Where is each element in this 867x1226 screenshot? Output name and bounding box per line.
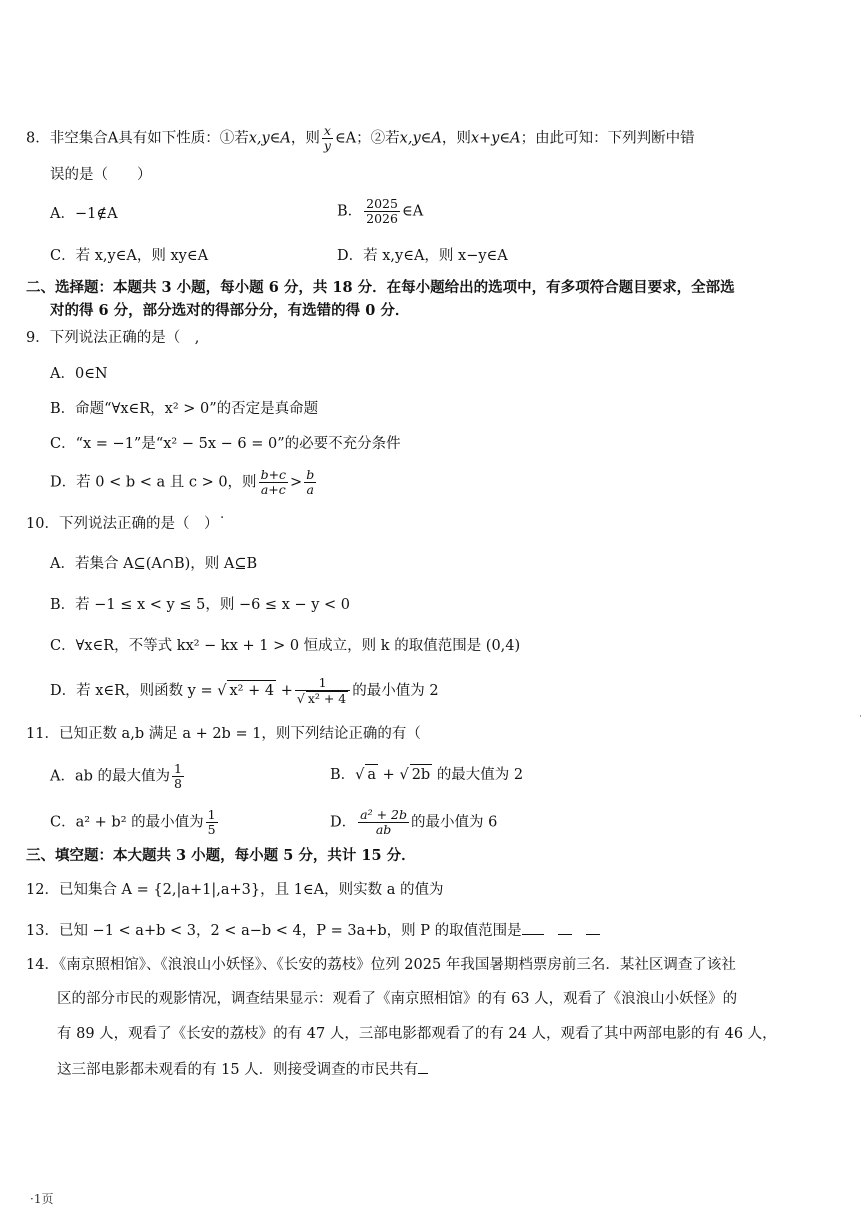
- q10-option-a: A．若集合 A⊆(A∩B)，则 A⊆B: [50, 556, 258, 572]
- q9-option-c: C．“x = −1”是“x² − 5x − 6 = 0”的必要不充分条件: [50, 436, 401, 452]
- q10-stem: 10．下列说法正确的是（ ）˙: [26, 516, 226, 532]
- q14-line3: 有 89 人，观看了《长安的荔枝》的有 47 人，三部电影都观看了的有 24 人，观看了其中两部电影的有 46 人，: [57, 1026, 777, 1042]
- q8-option-c: C．若 x,y∈A，则 xy∈A: [50, 248, 209, 264]
- q10-option-c: C．∀x∈R，不等式 kx² − kx + 1 > 0 恒成立，则 k 的取值范围是 (0,4): [50, 638, 521, 654]
- q11-option-d: D． $\frac{\text{a² + 2b}}{ab}$ 的最小值为 6: [330, 807, 498, 837]
- q11-option-b: B．√ a + √ 2b 的最大值为 2: [330, 764, 523, 785]
- q13-stem: 13．已知 −1 < a+b < 3，2 < a−b < 4，P = 3a+b，则 P 的取值范围是: [26, 920, 600, 941]
- q10-option-b: B．若 −1 ≤ x < y ≤ 5，则 −6 ≤ x − y < 0: [50, 597, 351, 613]
- q12-stem: 12．已知集合 A = {2,|a+1|,a+3}，且 1∈A，则实数 a 的值为: [26, 882, 444, 898]
- q14-line2: 区的部分市民的观影情况，调查结果显示：观看了《南京照相馆》的有 63 人，观看了《浪浪山小妖怪》的: [57, 991, 738, 1007]
- q11-stem: 11．已知正数 a,b 满足 a + 2b = 1，则下列结论正确的有（: [26, 726, 421, 742]
- scan-mark: ˙: [858, 715, 863, 726]
- q13-answer-blank[interactable]: [522, 920, 544, 935]
- q10-option-d: D．若 x∈R，则函数 y = √ x² + 4 + $\frac{1}{\text{√ x² + 4}}$ 的最小值为 2: [50, 675, 439, 706]
- q14-line4: 这三部电影都未观看的有 15 人．则接受调查的市民共有: [57, 1059, 428, 1080]
- q8-option-b: B． $\frac{2025}{2026}$ ∈A: [337, 196, 424, 226]
- q14-line1: 14．《南京照相馆》、《浪浪山小妖怪》、《长安的荔枝》位列 2025 年我国暑期档票房前三名．某社区调查了该社: [26, 957, 736, 973]
- q8-option-a: A．−1∉A: [50, 206, 118, 222]
- section2-header-line2: 对的得 6 分，部分选对的得部分分，有选错的得 0 分．: [50, 302, 410, 319]
- q8-fraction: $\frac{x}{y}$: [323, 123, 331, 153]
- q8-option-d: D．若 x,y∈A，则 x−y∈A: [337, 248, 508, 264]
- q9-option-d: D．若 0 < b < a 且 c > 0，则 $\frac{b+c}{a+c}$ > $\frac{b}{a}$: [50, 467, 315, 497]
- q9-option-b: B．命题“∀x∈R，x² > 0”的否定是真命题: [50, 401, 319, 417]
- q14-answer-blank[interactable]: [418, 1059, 428, 1074]
- q9-stem: 9．下列说法正确的是（ ,: [26, 330, 200, 346]
- q11-option-c: C．a² + b² 的最小值为 $\frac{1}{5}$: [50, 807, 216, 837]
- section3-header: 三、填空题：本大题共 3 小题，每小题 5 分，共计 15 分．: [26, 847, 416, 864]
- q8-stem-line1: 8．非空集合A具有如下性质：①若x,y∈A，则 $\frac{x}{y}$ ∈A；②若x,y∈A，则x+y∈A；由此可知：下列判断中错: [26, 123, 695, 153]
- q9-option-a: A．0∈N: [50, 366, 108, 382]
- section2-header-line1: 二、选择题：本题共 3 小题，每小题 6 分，共 18 分．在每小题给出的选项中，有多项符合题目要求，全部选: [26, 279, 735, 296]
- q11-option-a: A．ab 的最大值为 $\frac{1}{8}$: [50, 761, 182, 791]
- q8-stem-line2: 误的是（ ）: [50, 167, 152, 183]
- page-footer: ·1页: [30, 1192, 54, 1206]
